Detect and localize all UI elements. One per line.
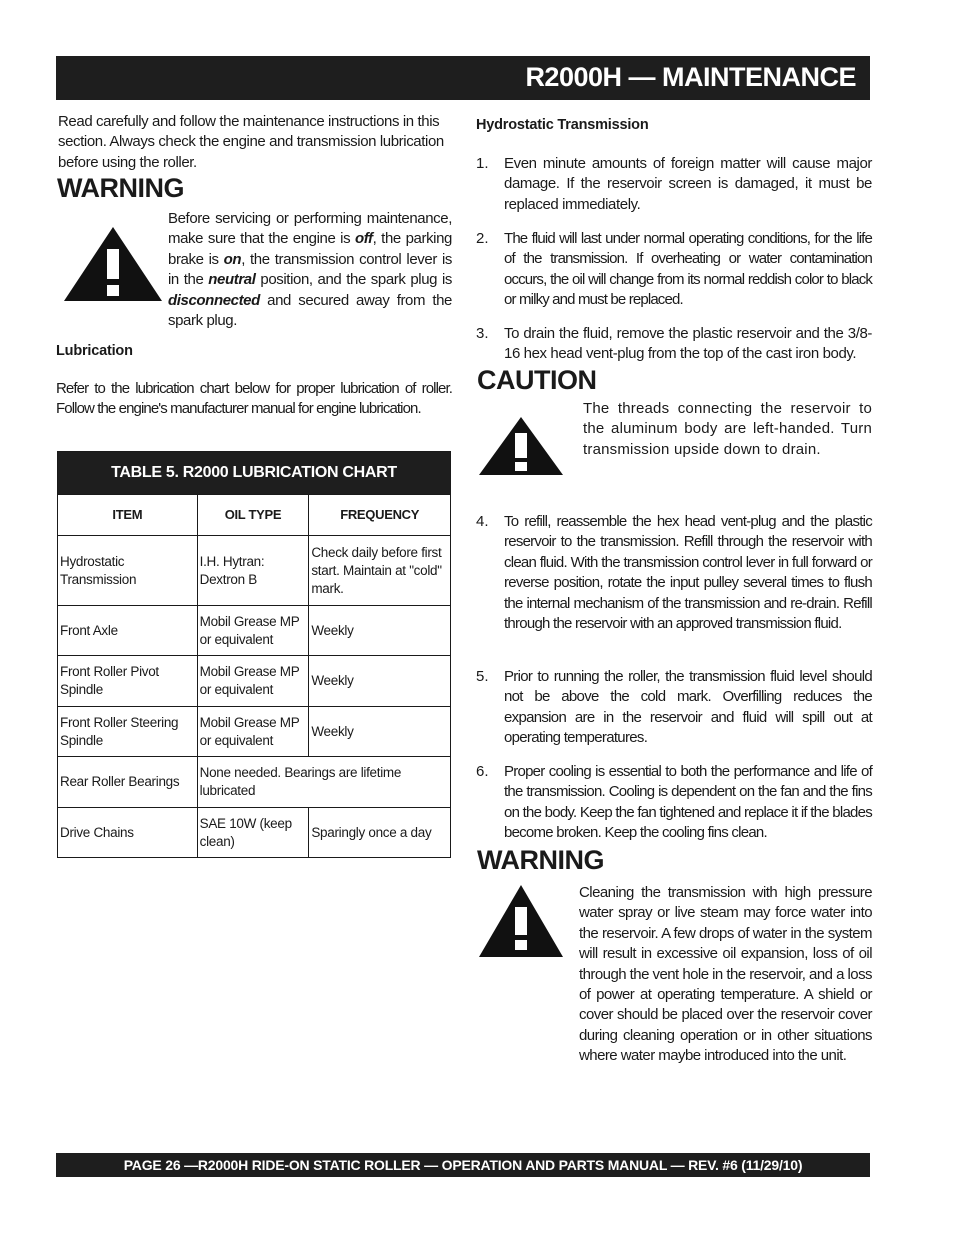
caution-text: The threads connecting the reservoir to the aluminum body are left-handed. Turn transmission upside down to drain.: [583, 400, 872, 458]
hydrostatic-heading: Hydrostatic Transmission: [476, 117, 649, 133]
table-row: Hydrostatic Transmission I.H. Hytran: Dextron B Check daily before first start. Maintain at "cold" mark.: [58, 536, 451, 606]
lubrication-chart-table: [57, 451, 451, 858]
caution-heading: CAUTION: [477, 365, 597, 395]
warning-text-2: Cleaning the transmission with high pressure water spray or live steam may force water into the reservoir. A few drops of water in the system will result in excessive oil expansion, loss of oil through the vent hole in the reservoir, and a loss of power at operating temperature. A shield or cover should be placed over the reservoir cover during cleaning operation or in other situations where water maybe introduced into the unit.: [579, 884, 872, 1065]
brake-state-emphasis: on: [223, 250, 242, 268]
table-row: Rear Roller Bearings None needed. Bearings are lifetime lubricated: [58, 757, 451, 808]
page-header-bar: [56, 56, 870, 100]
lubrication-heading: Lubrication: [56, 343, 133, 359]
table-row: Drive Chains SAE 10W (keep clean) Sparingly once a day: [58, 808, 451, 858]
column-header-frequency: FREQUENCY: [309, 495, 451, 536]
page-title: R2000H — MAINTENANCE: [525, 62, 856, 92]
lubrication-text: Refer to the lubrication chart below for proper lubrication of roller. Follow the engine's manufacturer manual for engine lubrication.: [56, 380, 452, 418]
warning-triangle-icon-2: [477, 883, 565, 959]
warning-triangle-icon: [62, 225, 164, 303]
table-row: Front Roller Pivot Spindle Mobil Grease MP or equivalent Weekly: [58, 656, 451, 707]
table-row: Front Roller Steering Spindle Mobil Grease MP or equivalent Weekly: [58, 707, 451, 757]
intro-paragraph: Read carefully and follow the maintenance instructions in this section. Always check the engine and transmission lubrication before using the roller.: [58, 113, 444, 171]
lever-state-emphasis: neutral: [208, 271, 256, 289]
warning-heading: WARNING: [57, 173, 184, 203]
plug-state-emphasis: disconnected: [168, 291, 260, 309]
warning-heading-2: WARNING: [477, 845, 604, 875]
table-caption: TABLE 5. R2000 LUBRICATION CHART: [58, 452, 451, 495]
warning-text: Before servicing or performing maintenance, make sure that the engine is off, the parking brake is on, the transmission control lever is in the neutral position, and the spark plug is disconnected and secured away from the spark plug.: [168, 210, 453, 330]
table-row: Front Axle Mobil Grease MP or equivalent Weekly: [58, 606, 451, 656]
column-header-item: ITEM: [58, 495, 198, 536]
engine-state-emphasis: off: [354, 230, 373, 248]
caution-triangle-icon: [477, 415, 565, 477]
page-footer: PAGE 26 —R2000H RIDE-ON STATIC ROLLER — OPERATION AND PARTS MANUAL — REV. #6 (11/29/10): [56, 1153, 870, 1177]
column-header-oil-type: OIL TYPE: [197, 495, 309, 536]
